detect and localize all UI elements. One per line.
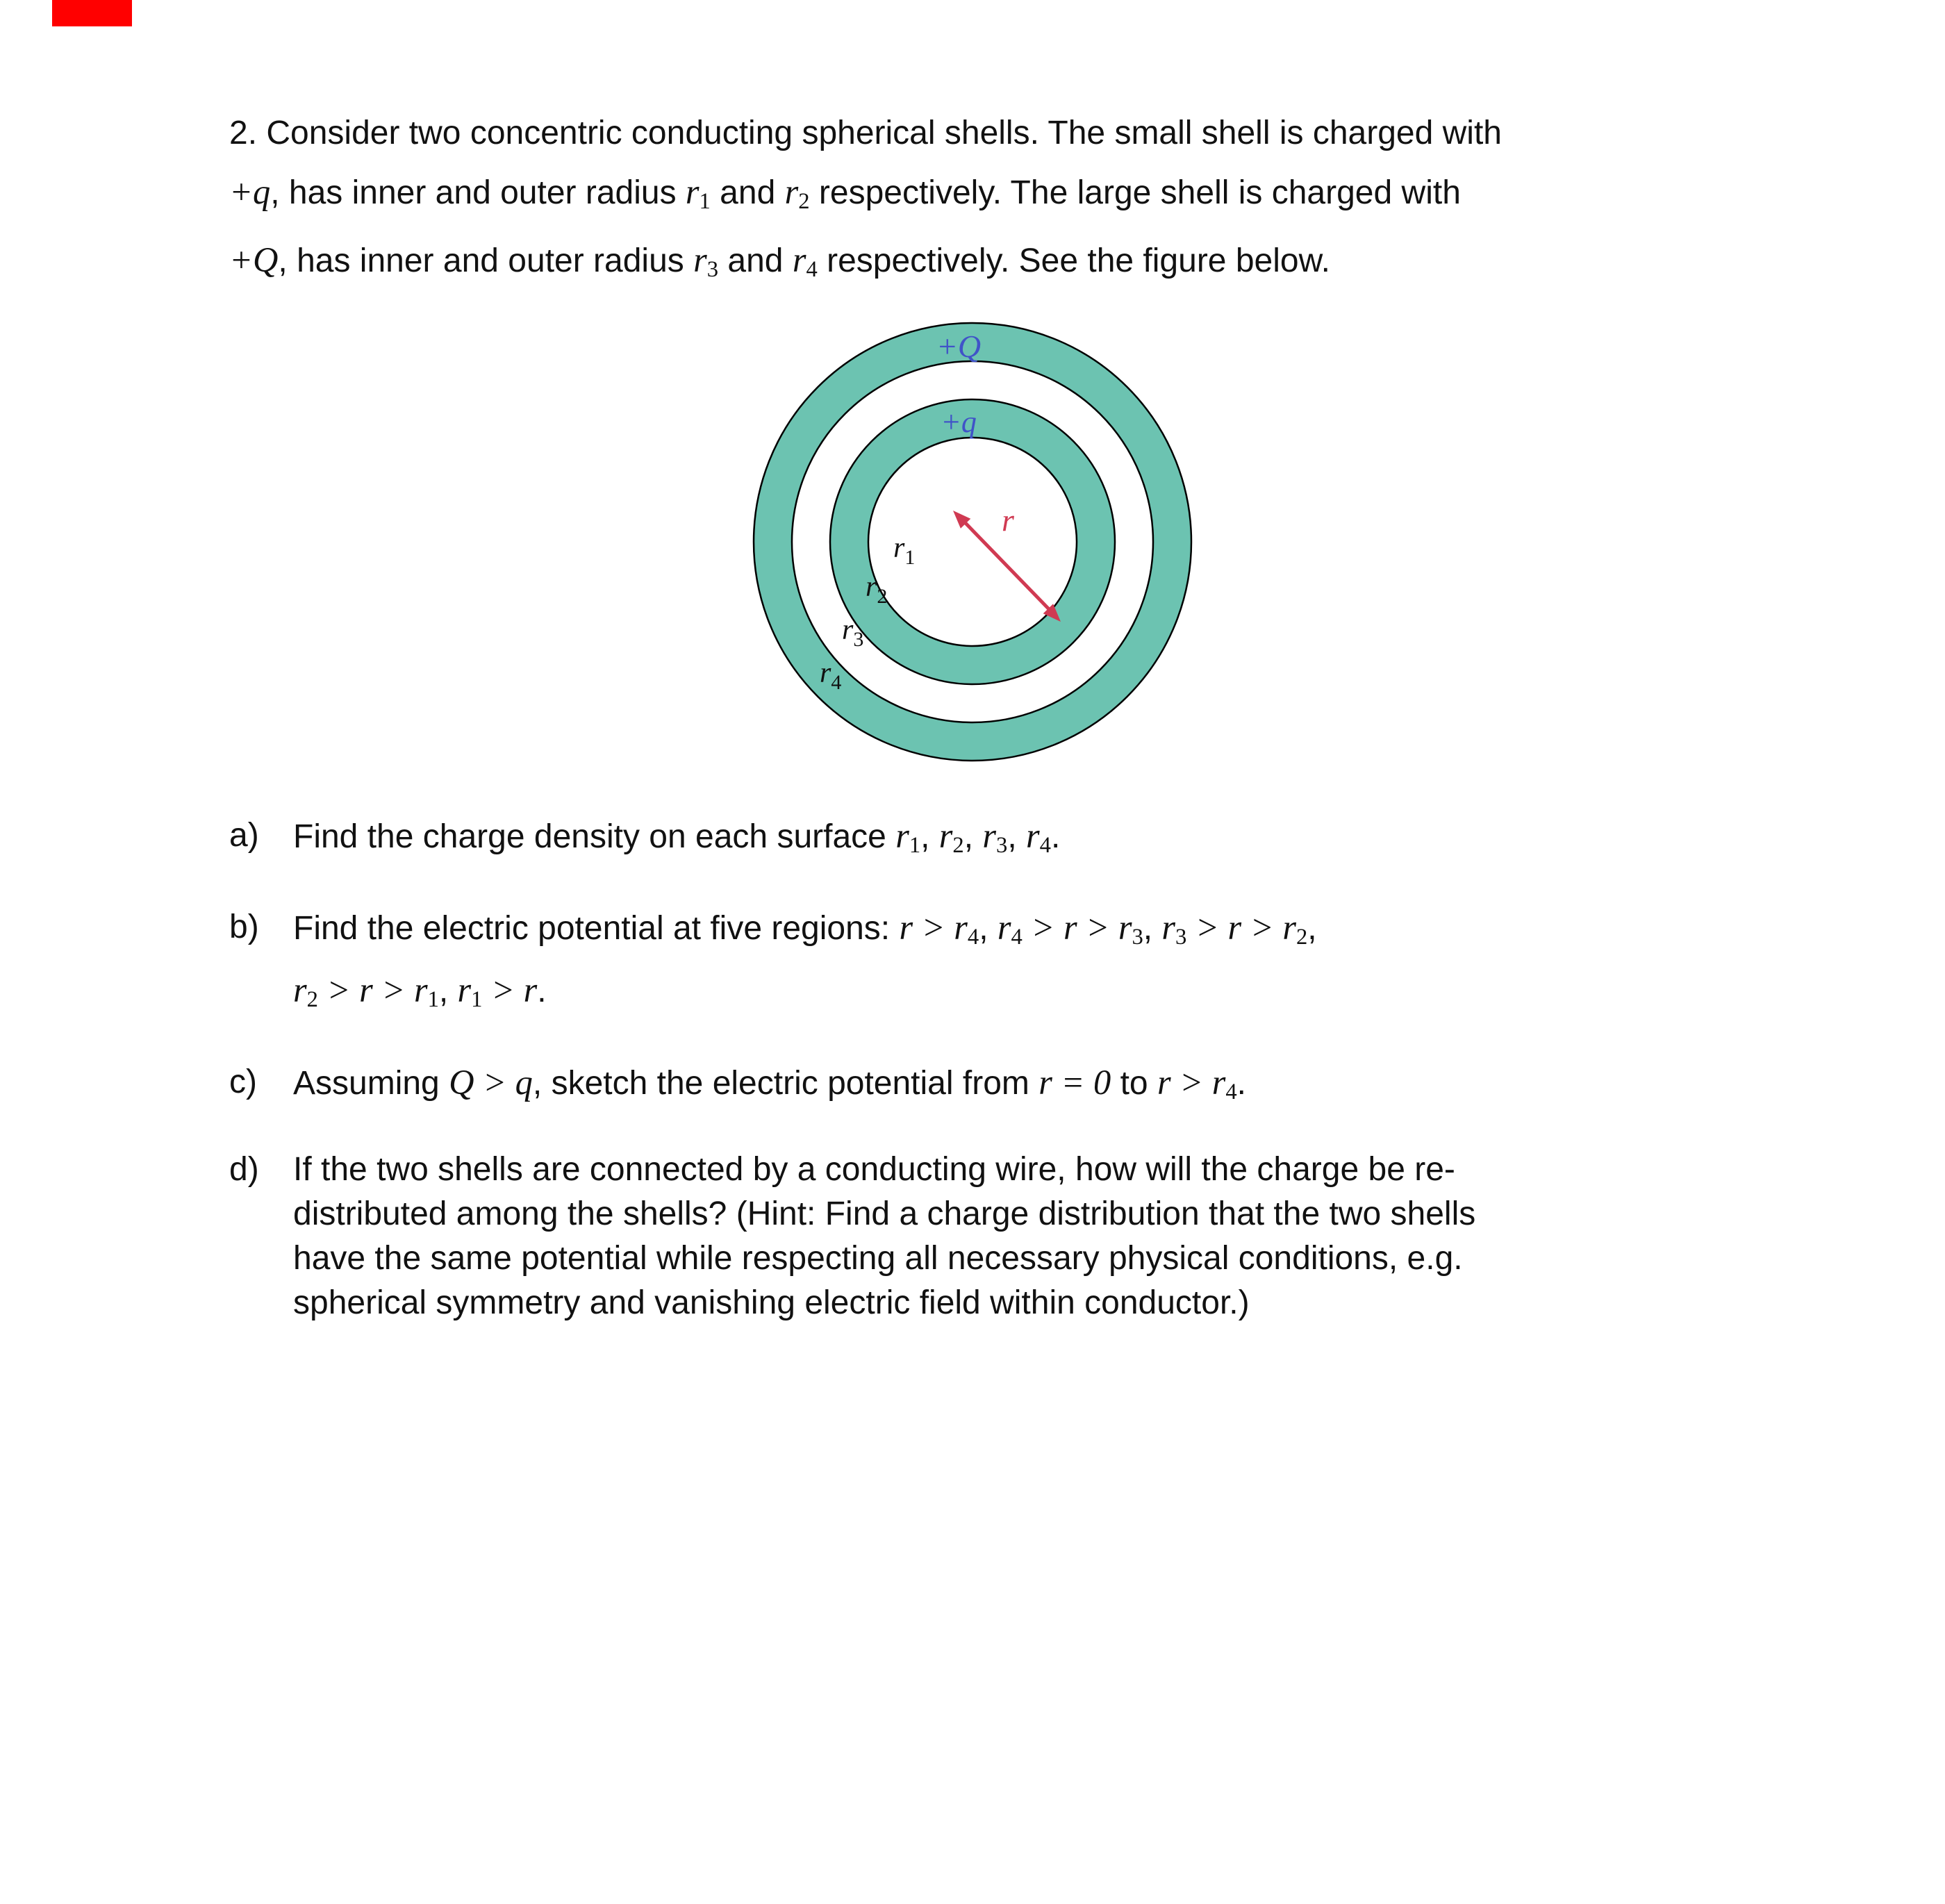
text-run: , — [438, 972, 458, 1010]
text-run: have the same potential while respecting all necessary physical conditions, e.g. — [293, 1239, 1463, 1277]
text-run: r — [982, 816, 997, 855]
text-line — [293, 1281, 1799, 1325]
r4-label-sub: 4 — [831, 671, 842, 694]
text-run: 4 — [806, 257, 818, 283]
text-run: r > r — [899, 908, 968, 947]
text-run: Find the electric potential at five regions: — [293, 910, 900, 947]
item-d-marker: d) — [229, 1150, 259, 1188]
text-run: +q — [229, 172, 271, 211]
text-line — [293, 809, 1799, 872]
item-c — [229, 1056, 1799, 1118]
r3-label-sub: 3 — [853, 628, 864, 651]
question-parts-list — [229, 809, 1799, 1355]
item-b-marker: b) — [229, 909, 259, 946]
r2-label-base: r — [866, 571, 877, 603]
text-run: spherical symmetry and vanishing electric field within conductor.) — [293, 1284, 1250, 1321]
item-d — [229, 1148, 1799, 1325]
item-a — [229, 809, 1799, 872]
r2-label-sub: 2 — [877, 585, 888, 608]
text-run: respectively. The large shell is charged with — [809, 174, 1461, 211]
text-run: r — [1161, 908, 1176, 947]
text-run: r — [685, 172, 700, 211]
text-run: 3 — [996, 833, 1008, 859]
r1-label-base: r — [893, 532, 905, 564]
text-run: 2 — [798, 189, 810, 215]
text-run: 1 — [909, 833, 921, 859]
item-a-marker: a) — [229, 817, 259, 854]
text-run: , — [920, 818, 939, 855]
text-run: 2 — [952, 833, 964, 859]
text-line — [293, 1236, 1799, 1281]
text-run: > r > r — [317, 970, 428, 1010]
text-run: 2 — [1296, 925, 1308, 950]
item-c-marker: c) — [229, 1063, 257, 1100]
text-run: > r > r — [1186, 908, 1296, 947]
text-run: , — [979, 910, 998, 947]
text-run: . — [1236, 1064, 1247, 1102]
text-run: . — [1050, 818, 1061, 855]
text-line — [293, 963, 1799, 1026]
text-run: r — [457, 970, 472, 1010]
text-run: to — [1111, 1064, 1157, 1102]
text-run: If the two shells are connected by a conducting wire, how will the charge be re- — [293, 1150, 1455, 1188]
radius-arrow-label: r — [1002, 502, 1014, 538]
text-run: 3 — [706, 257, 719, 283]
text-run: distributed among the shells? (Hint: Find a charge distribution that the two shells — [293, 1195, 1476, 1232]
item-a-text — [293, 809, 1799, 872]
text-run: 4 — [1039, 833, 1051, 859]
text-run: , sketch the electric potential from — [532, 1064, 1039, 1102]
text-run: 2 — [306, 987, 318, 1013]
text-run: 2. Consider two concentric conducting spherical shells. The small shell is charged with — [229, 115, 1502, 151]
r1-label-sub: 1 — [904, 546, 916, 569]
r4-label-base: r — [820, 657, 831, 689]
item-d-text — [293, 1148, 1799, 1325]
text-run: r > r — [1157, 1062, 1226, 1102]
text-run: 3 — [1132, 925, 1143, 950]
text-run: r — [997, 908, 1011, 947]
text-line — [229, 104, 1771, 163]
text-run: r = 0 — [1038, 1062, 1111, 1102]
text-run: r — [792, 240, 806, 280]
text-run: > r > r — [1022, 908, 1132, 947]
text-run: 4 — [1011, 925, 1023, 950]
text-run: , has inner and outer radius — [278, 242, 694, 280]
text-line — [293, 1148, 1799, 1192]
text-line — [293, 901, 1799, 963]
text-line — [293, 1056, 1799, 1118]
text-run: r — [1026, 816, 1040, 855]
item-b-text — [293, 901, 1799, 1026]
red-corner-artifact — [52, 0, 132, 26]
text-run: and — [710, 174, 785, 211]
text-line — [229, 231, 1771, 299]
concentric-shells-svg — [729, 299, 1216, 785]
text-run: r — [293, 970, 307, 1010]
inner-charge-label: +q — [941, 405, 977, 439]
text-run: r — [693, 240, 707, 280]
text-run: , — [1143, 910, 1162, 947]
item-c-text — [293, 1056, 1799, 1118]
text-run: 1 — [471, 987, 483, 1013]
outer-charge-label: +Q — [936, 329, 982, 364]
text-run: > r — [482, 970, 538, 1010]
text-run: , — [1307, 910, 1317, 947]
item-b — [229, 901, 1799, 1026]
text-run: +Q — [229, 240, 279, 280]
text-run: 1 — [699, 189, 711, 215]
text-run: r — [784, 172, 799, 211]
text-run: r — [938, 816, 953, 855]
text-run: . — [537, 972, 547, 1010]
text-run: 4 — [967, 925, 979, 950]
text-run: Find the charge density on each surface — [293, 818, 896, 855]
text-run: 4 — [1225, 1079, 1237, 1104]
text-line — [293, 1192, 1799, 1236]
text-run: 1 — [427, 987, 439, 1013]
text-run: Assuming — [293, 1064, 449, 1102]
text-run: , has inner and outer radius — [270, 174, 686, 211]
text-run: , — [963, 818, 983, 855]
text-run: 3 — [1175, 925, 1187, 950]
text-line — [229, 163, 1771, 231]
shells-figure — [729, 299, 1216, 785]
text-run: respectively. See the figure below. — [817, 242, 1330, 280]
problem-statement — [229, 104, 1771, 299]
text-run: , — [1007, 818, 1027, 855]
text-run: and — [718, 242, 793, 280]
r3-label-base: r — [842, 614, 854, 646]
text-run: Q > q — [449, 1062, 533, 1102]
text-run: r — [895, 816, 909, 855]
